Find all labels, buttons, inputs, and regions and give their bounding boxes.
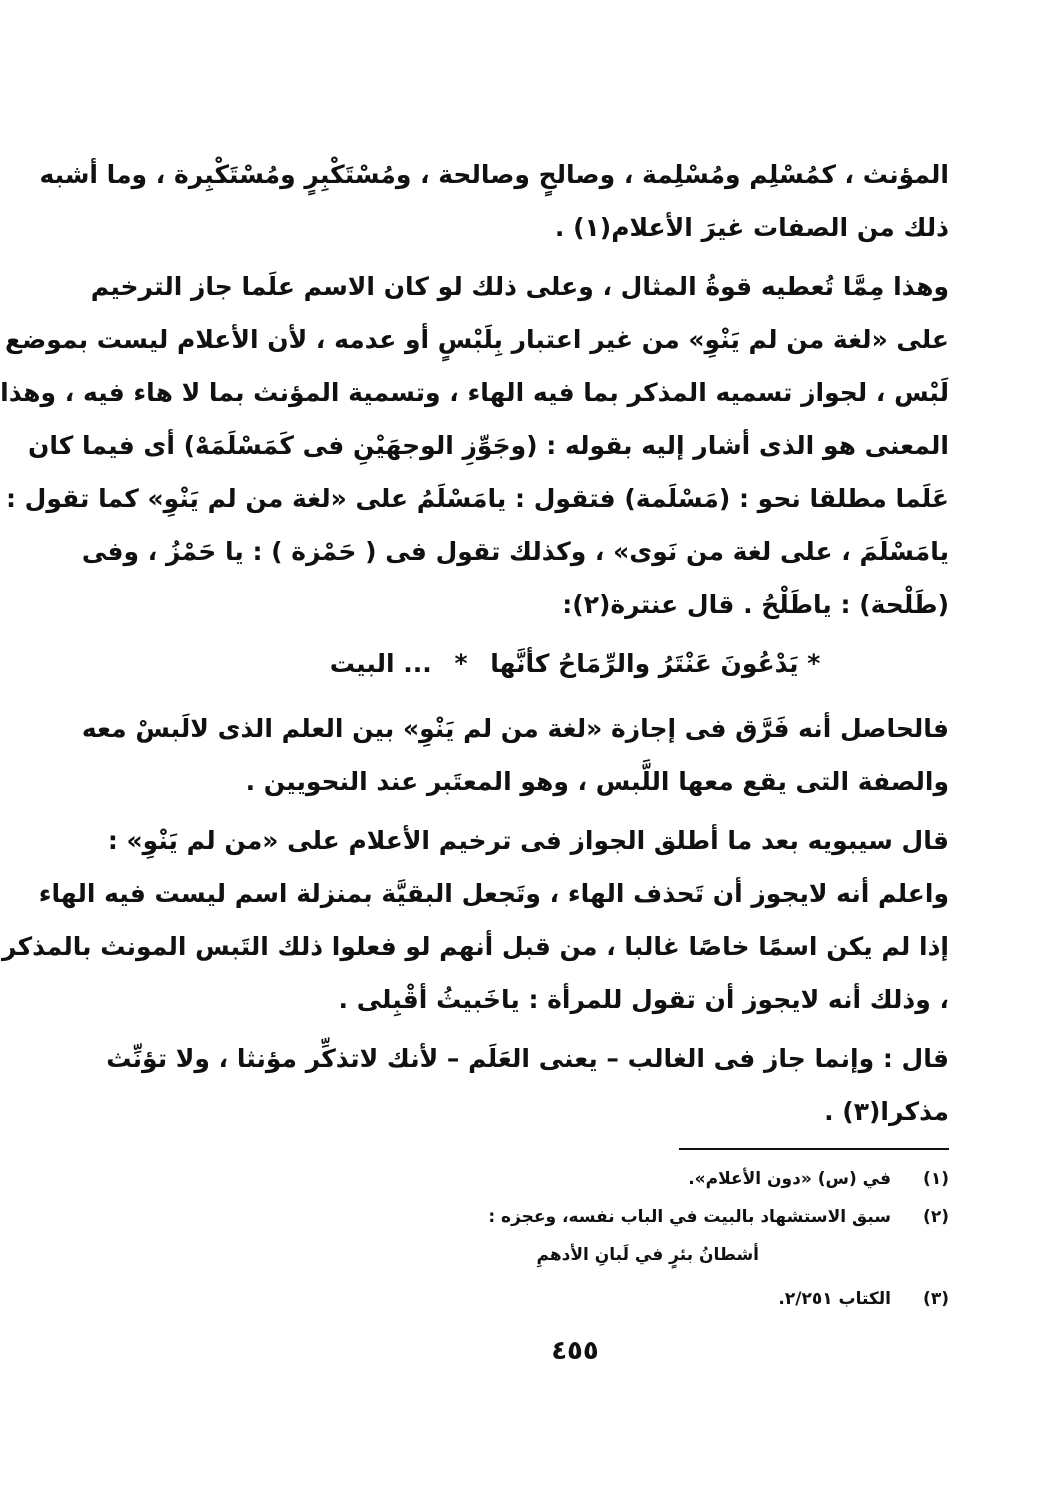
text-line: (طَلْحة) : ياطَلْحُ . قال عنترة(٢): (562, 590, 949, 619)
text-line: مذكرا(٣) . (824, 1097, 949, 1126)
paragraph-5 (106, 1032, 949, 1138)
verse-hemistich: يَدْعُونَ عَنْتَرُ والرِّمَاحُ كأنَّها (490, 649, 799, 678)
footnote-number: (١) (923, 1169, 949, 1189)
footnote-divider (679, 1148, 949, 1150)
paragraph-1 (39, 148, 949, 254)
footnote-text: سبق الاستشهاد بالبيت في الباب نفسه، وعجزه : (488, 1207, 891, 1227)
paragraph-2 (0, 260, 949, 631)
footnote-text: الكتاب ٢/٢٥١. (778, 1289, 891, 1309)
verse-separator: * (454, 649, 468, 678)
text-line: واعلم أنه لايجوز أن تَحذف الهاء ، وتَجعل البقيَّة بمنزلة اسم ليست فيه الهاء (38, 879, 949, 908)
page-number: ٤٥٥ (551, 1336, 599, 1366)
footnote-number: (٢) (923, 1207, 949, 1227)
text-line: والصفة التى يقع معها اللَّبس ، وهو المعتَبر عند النحويين . (245, 767, 949, 796)
text-line: قال : وإنما جاز فى الغالب – يعنى العَلَم – لأنك لاتذكِّر مؤنثا ، ولا تؤنِّث (106, 1044, 949, 1073)
text-line: فالحاصل أنه فَرَّق فى إجازة «لغة من لم يَنْوِ» بين العلم الذى لالَبسْ معه (81, 714, 949, 743)
text-line: إذا لم يكن اسمًا خاصًا غالبا ، من قبل أنهم لو فعلوا ذلك التَبس المونث بالمذكر (2, 932, 949, 961)
text-line: قال سيبويه بعد ما أطلق الجواز فى ترخيم الأعلام على «من لم يَنْوِ» : (107, 826, 949, 855)
paragraph-3 (81, 702, 949, 808)
page-body (0, 148, 949, 1498)
verse-lead-star: * (807, 649, 821, 678)
footnote-2 (201, 1202, 949, 1232)
text-line: المؤنث ، كمُسْلِم ومُسْلِمة ، وصالحٍ وصالحة ، ومُسْتَكْبِرٍ ومُسْتَكْبِرة ، وما أشبه (39, 160, 949, 189)
text-line: يامَسْلَمَ ، على لغة من نَوى» ، وكذلك تقول فى ( حَمْزة ) : يا حَمْزُ ، وفى (81, 537, 949, 566)
footnote-2-verse: أشطانُ بئرٍ في لَبانِ الأدهمِ (536, 1245, 759, 1265)
paragraph-4 (2, 814, 949, 1026)
footnote-3 (201, 1284, 949, 1314)
text-line: ، وذلك أنه لايجوز أن تقول للمرأة : ياخَبيثُ أقْبِلى . (338, 985, 949, 1014)
footnote-1 (201, 1164, 949, 1194)
text-line: وهذا مِمَّا تُعطيه قوةُ المثال ، وعلى ذلك لو كان الاسم علَما جاز الترخيم (90, 272, 949, 301)
text-line: عَلَما مطلقا نحو : (مَسْلَمة) فتقول : يامَسْلَمُ على «لغة من لم يَنْوِ» كما تقول : (5, 484, 949, 513)
text-line: ذلك من الصفات غيرَ الأعلام(١) . (554, 213, 949, 242)
footnote-text: في (س) «دون الأعلام». (688, 1169, 891, 1189)
poetry-verse (201, 637, 949, 690)
verse-remainder: ... البيت (329, 649, 432, 678)
footnotes (201, 1164, 949, 1322)
footnote-number: (٣) (923, 1289, 949, 1309)
text-line: لَبْس ، لجواز تسميه المذكر بما فيه الهاء ، وتسمية المؤنث بما لا هاء فيه ، وهذا (0, 378, 949, 407)
text-line: المعنى هو الذى أشار إليه بقوله : (وجَوِّزِ الوجهَيْنِ فى كَمَسْلَمَهْ) أى فيما كان (28, 431, 949, 460)
text-line: على «لغة من لم يَنْوِ» من غير اعتبار بِلَبْسٍ أو عدمه ، لأن الأعلام ليست بموضع (5, 325, 949, 354)
